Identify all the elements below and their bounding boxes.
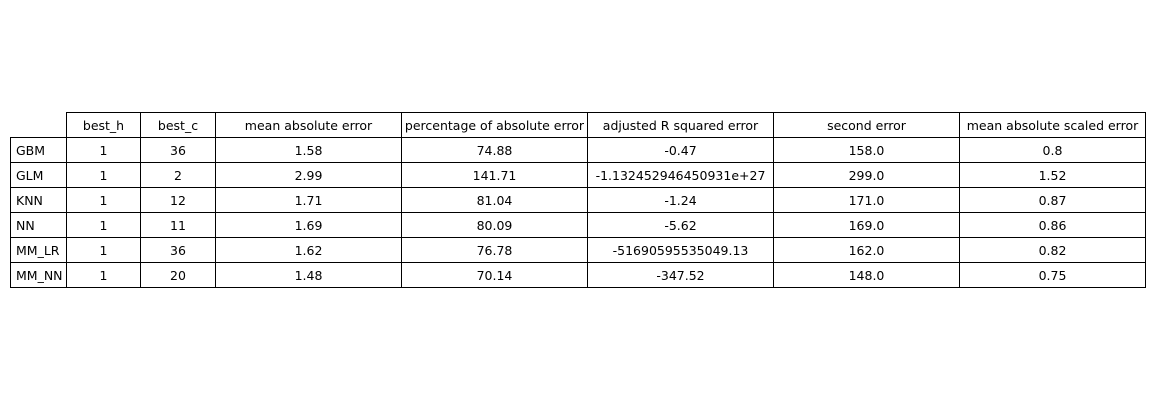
table-cell: -1.132452946450931e+27 bbox=[588, 163, 774, 188]
table-cell: 74.88 bbox=[402, 138, 588, 163]
table-cell: 70.14 bbox=[402, 263, 588, 288]
column-header-best-c: best_c bbox=[141, 113, 216, 138]
table-cell: 80.09 bbox=[402, 213, 588, 238]
table-cell: -347.52 bbox=[588, 263, 774, 288]
row-label: GBM bbox=[11, 138, 67, 163]
table-row bbox=[11, 263, 1146, 288]
table-row bbox=[11, 138, 1146, 163]
table-cell: 299.0 bbox=[774, 163, 960, 188]
table-cell: 171.0 bbox=[774, 188, 960, 213]
table-cell: 158.0 bbox=[774, 138, 960, 163]
column-header-adjusted-r-squared-error: adjusted R squared error bbox=[588, 113, 774, 138]
table-cell: 0.8 bbox=[960, 138, 1146, 163]
table-header-row bbox=[11, 113, 1146, 138]
column-header-best-h: best_h bbox=[67, 113, 141, 138]
table-cell: -51690595535049.13 bbox=[588, 238, 774, 263]
table-cell: 2.99 bbox=[216, 163, 402, 188]
table-cell: 1 bbox=[67, 138, 141, 163]
table-cell: 162.0 bbox=[774, 238, 960, 263]
table-cell: 0.87 bbox=[960, 188, 1146, 213]
table-cell: -1.24 bbox=[588, 188, 774, 213]
table-cell: 169.0 bbox=[774, 213, 960, 238]
table-cell: 1.52 bbox=[960, 163, 1146, 188]
column-header-mean-absolute-error: mean absolute error bbox=[216, 113, 402, 138]
table-row bbox=[11, 238, 1146, 263]
table-cell: 2 bbox=[141, 163, 216, 188]
table-cell: -0.47 bbox=[588, 138, 774, 163]
table-row bbox=[11, 213, 1146, 238]
table-cell: 0.75 bbox=[960, 263, 1146, 288]
table-cell: 0.82 bbox=[960, 238, 1146, 263]
row-label: MM_LR bbox=[11, 238, 67, 263]
table-cell: 1.71 bbox=[216, 188, 402, 213]
table-cell: 1.69 bbox=[216, 213, 402, 238]
table-body bbox=[11, 138, 1146, 288]
table-cell: 1.62 bbox=[216, 238, 402, 263]
table-cell: 1.58 bbox=[216, 138, 402, 163]
table-cell: 0.86 bbox=[960, 213, 1146, 238]
column-header-percentage-of-absolute-error: percentage of absolute error bbox=[402, 113, 588, 138]
table-cell: 1.48 bbox=[216, 263, 402, 288]
table-cell: -5.62 bbox=[588, 213, 774, 238]
table-cell: 11 bbox=[141, 213, 216, 238]
table-cell: 76.78 bbox=[402, 238, 588, 263]
row-label: KNN bbox=[11, 188, 67, 213]
table-cell: 36 bbox=[141, 138, 216, 163]
table-cell: 36 bbox=[141, 238, 216, 263]
table-cell: 148.0 bbox=[774, 263, 960, 288]
table-cell: 20 bbox=[141, 263, 216, 288]
column-header-second-error: second error bbox=[774, 113, 960, 138]
column-header-mean-absolute-scaled-error: mean absolute scaled error bbox=[960, 113, 1146, 138]
table-cell: 1 bbox=[67, 188, 141, 213]
table-cell: 1 bbox=[67, 263, 141, 288]
row-label: GLM bbox=[11, 163, 67, 188]
row-label: MM_NN bbox=[11, 263, 67, 288]
table-cell: 1 bbox=[67, 213, 141, 238]
table-corner-cell bbox=[11, 113, 67, 138]
table-cell: 1 bbox=[67, 163, 141, 188]
table-cell: 1 bbox=[67, 238, 141, 263]
table-cell: 12 bbox=[141, 188, 216, 213]
row-label: NN bbox=[11, 213, 67, 238]
table-row bbox=[11, 163, 1146, 188]
results-table bbox=[10, 112, 1146, 288]
table-cell: 141.71 bbox=[402, 163, 588, 188]
table-row bbox=[11, 188, 1146, 213]
table-cell: 81.04 bbox=[402, 188, 588, 213]
